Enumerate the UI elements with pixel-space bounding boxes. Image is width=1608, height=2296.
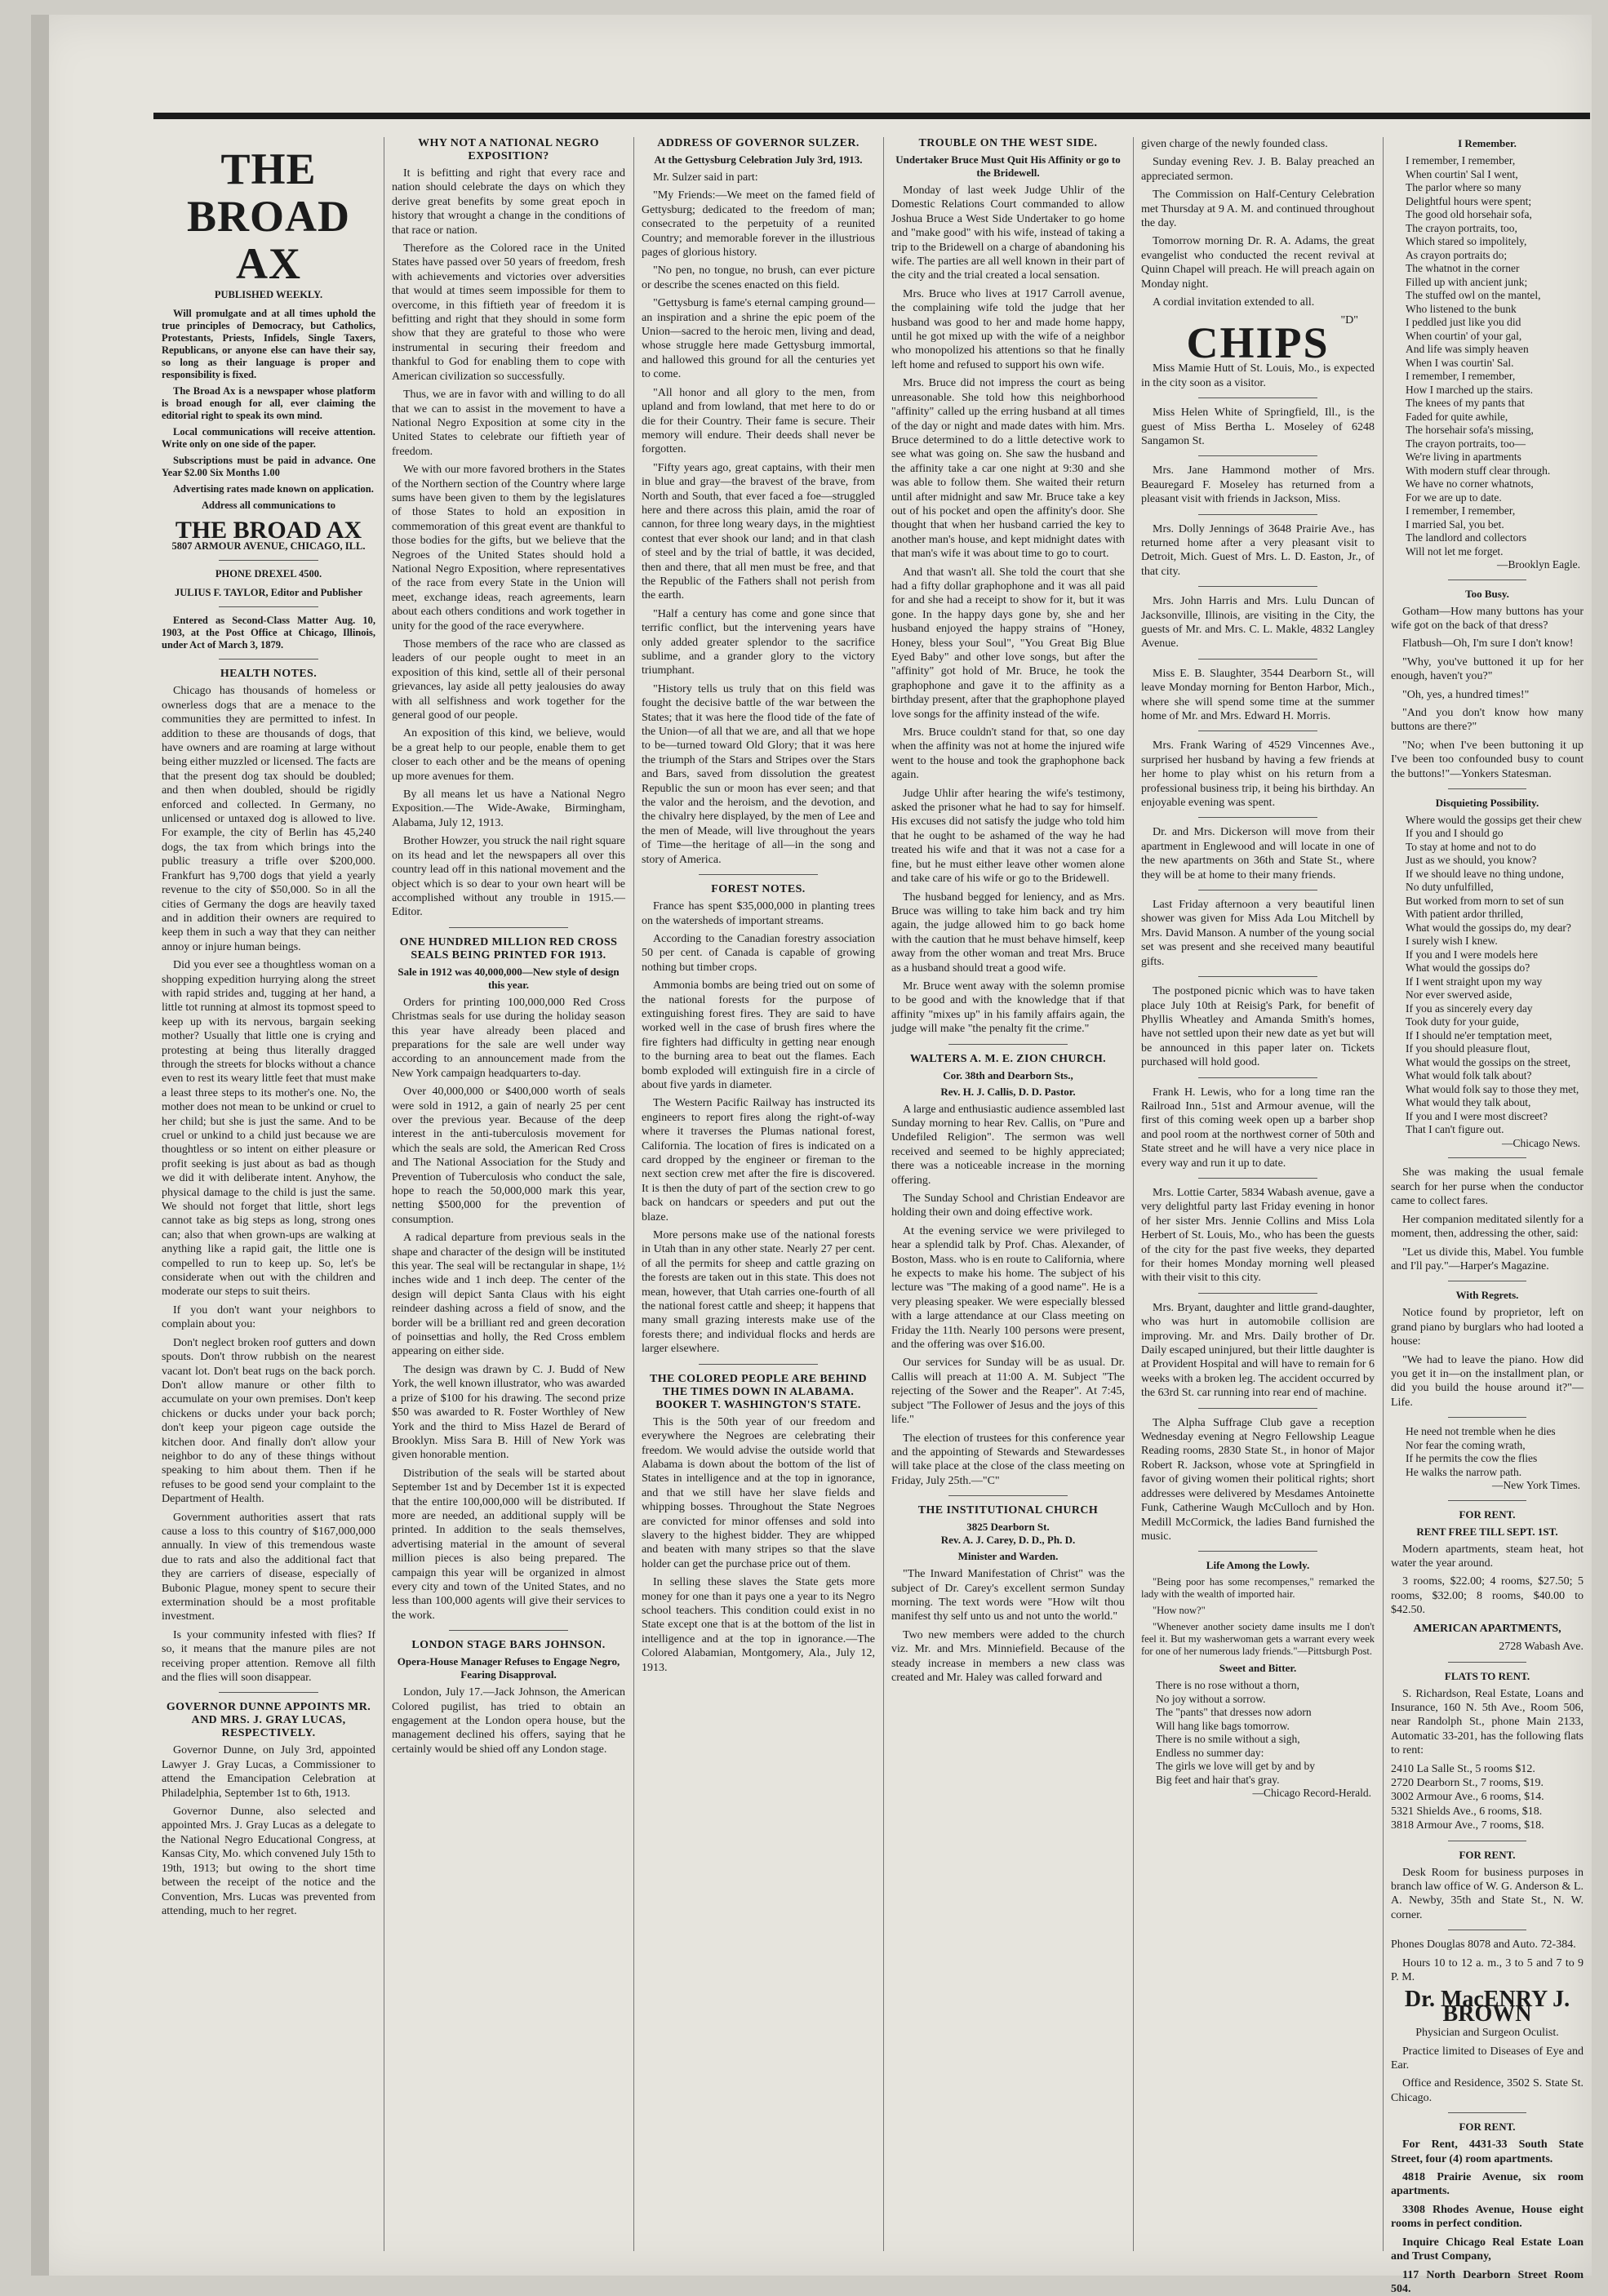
paragraph: And that wasn't all. She told the court that she had a fifty dollar graphophone and it was all paid for and she had a receipt to show for it, but it was gone. In the happy days gone by, she and her husband enjoyed the happy strains of "Honey, Honey, bless your Soul", "You Great Big Blue Eyed Baby" and other love songs, but after the "affinity" got hold of Mr. Bruce, he took the graphophone and gave it to the affinity as a birthday present, after that the graphophone played love songs for the affinity instead of the wife. [891, 566, 1125, 722]
divider [1198, 397, 1317, 398]
paragraph: Mr. Bruce went away with the solemn promise to be good and with the knowledge that if that affinity "mixes up" in his family affairs again, the judge will make "the penalty fit the crime." [891, 979, 1125, 1037]
newspaper-note: The Broad Ax is a newspaper whose platform is broad enough for all, ever claiming the editorial right to speak its own mind. [162, 385, 375, 422]
walters-church-headline: WALTERS A. M. E. ZION CHURCH. [891, 1053, 1125, 1066]
poem-line: But worked from morn to set of sun [1391, 895, 1584, 908]
masthead-editor: JULIUS F. TAYLOR, Editor and Publisher [162, 587, 375, 599]
paragraph: Did you ever see a thoughtless woman on a shopping expedition hurrying along the street with rapid strides and, tugging at her hand, a little tot running at almost its topmost speed to keep up with its nervous, bargain seeking mother? Usually that little one is crying and protesting at being thus literally dragged through the streets for blocks without a chance even to rest its weary little feet that must make a least three steps to its mother's one. No, the mother does not mean to be unkind or cruel to her child; but she is just the same. And to be cruel or unkind to a child just because we are thoughtless or so intent on either pleasure or profit seeking is just about as bad as though we did it with deliberate intent. Anyhow, the physical damage to the child is just the same. We should not forget that little, short legs cannot take as big steps as long, strong ones can; also that when grown-ups are walking at anything like a rapid gait, the little one is compelled to run to keep up. So, let's be considerate when out with the children and moderate our steps to suit theirs. [162, 958, 375, 1299]
poem-line: Just as we should, you know? [1391, 854, 1584, 868]
american-apartments-address: 2728 Wabash Ave. [1391, 1640, 1584, 1654]
paragraph: The Alpha Suffrage Club gave a reception Wednesday evening at Negro Fellowship League Reading rooms, 2830 State St., in honor of Major Robert R. Jackson, whose vote at Springfield in favor of giving women their political rights; short addresses were delivered by Mesdames Antoinette Funk, Catherine Waugh McCulloch and by Hon. Medill McCormick, the ladies Band furnished the music. [1141, 1416, 1375, 1544]
divider [1198, 586, 1317, 587]
masthead-street: 5807 ARMOUR AVENUE, CHICAGO, ILL. [162, 540, 375, 553]
poem-line: If you should pleasure flout, [1391, 1042, 1584, 1056]
poem-line: What would the gossips on the street, [1391, 1056, 1584, 1070]
paragraph: Mrs. Bruce couldn't stand for that, so one day when the affinity was not at home the injured wife went to the house and took the graphophone back again. [891, 726, 1125, 783]
poem-line: The girls we love will get by and by [1141, 1760, 1375, 1774]
paragraph: Inquire Chicago Real Estate Loan and Trust Company, [1391, 2236, 1584, 2264]
sweet-bitter-headline: Sweet and Bitter. [1141, 1662, 1375, 1675]
poem-line: For we are up to date. [1391, 491, 1584, 505]
chips-headline: CHIPS [1141, 336, 1375, 350]
dunne-headline: GOVERNOR DUNNE APPOINTS MR. AND MRS. J. GRAY LUCAS, RESPECTIVELY. [162, 1701, 375, 1740]
disquieting-headline: Disquieting Possibility. [1391, 797, 1584, 810]
column-rule [1133, 137, 1134, 2251]
paragraph: For Rent, 4431-33 South State Street, four (4) room apartments. [1391, 2138, 1584, 2166]
paragraph: Miss E. B. Slaughter, 3544 Dearborn St., will leave Monday morning for Benton Harbor, Mich., where she will spend some time at the summer home of Mr. and Mrs. Edward H. Morris. [1141, 667, 1375, 724]
divider [219, 560, 318, 561]
paragraph: Over 40,000,000 or $400,000 worth of seals were sold in 1912, a gain of nearly 25 per cent over the previous year. Because of the deep interest in the anti-tuberculosis movement for which the seals are sold, the American Red Cross and The National Association for the Study and Prevention of Tuberculosis who conduct the sale, hope to reach the 50,000,000 mark this year, netting $500,000 for the prevention of consumption. [392, 1085, 625, 1227]
poem-line: I peddled just like you did [1391, 316, 1584, 330]
poem-line: We have no corner whatnots, [1391, 477, 1584, 491]
poem-credit: —Chicago Record-Herald. [1141, 1787, 1375, 1801]
divider [219, 1692, 318, 1693]
sulzer-headline: ADDRESS OF GOVERNOR SULZER. [642, 137, 875, 150]
poem-line: The horsehair sofa's missing, [1391, 424, 1584, 437]
poem-line: The landlord and collectors [1391, 531, 1584, 545]
paragraph: If you don't want your neighbors to complain about you: [162, 1303, 375, 1332]
institutional-church-minister: Rev. A. J. Carey, D. D., Ph. D. [891, 1534, 1125, 1547]
entered-note: Entered as Second-Class Matter Aug. 10, 1903, at the Post Office at Chicago, Illinois, under Act of March 3, 1879. [162, 615, 375, 651]
advertising-note: Advertising rates made known on application. [162, 483, 375, 495]
paragraph: Mrs. Bryant, daughter and little grand-daughter, who was hurt in automobile collision are improving. Mr. and Mrs. Daily brother of Dr. Daily escaped uninjured, but their little daughter is at Provident Hospital and will have to remain for 6 weeks with a broken leg. The accident occurred by the 63rd St. car running into rear end of machine. [1141, 1301, 1375, 1401]
remember-headline: I Remember. [1391, 137, 1584, 150]
paragraph: 117 North Dearborn Street Room 504. [1391, 2268, 1584, 2296]
paragraph: A large and enthusiastic audience assembled last Sunday morning to hear Rev. Callis, on "Pure and Undefiled Religion". The sermon was well received and seemed to be highly appreciated; there was a noticeable increase in the morning offering. [891, 1103, 1125, 1188]
paragraph: Her companion meditated silently for a moment, then, addressing the other, said: [1391, 1213, 1584, 1241]
phones: Phones Douglas 8078 and Auto. 72-384. [1391, 1938, 1584, 1952]
divider [1448, 1662, 1526, 1663]
divider [1198, 976, 1317, 977]
institutional-church-title: Minister and Warden. [891, 1550, 1125, 1563]
paragraph: "Why, you've buttoned it up for her enough, haven't you?" [1391, 655, 1584, 684]
paragraph: Governor Dunne, also selected and appointed Mrs. J. Gray Lucas as a delegate to the National Negro Educational Congress, at Kansas City, Mo. which convened July 15th to 19th, 1913; but owing to the short time between the receipt of the notice and the Convention, Mrs. Lucas was prevented from attending, much to her regret. [162, 1805, 375, 1918]
column-6 [1391, 137, 1584, 2251]
paragraph: This is the 50th year of our freedom and everywhere the Negroes are celebrating their freedom. We would advise the outside world that Alabama is down about the bottom of the list of States in intelligence and at the top in ignorance, and that we still have her slave fields and whipping bosses. Throughout the State Negroes are convicted for minor offenses and sold into slavery to the highest bidder. They are whipped and beaten with many stripes so that the slave holder can get the purchase price out of them. [642, 1415, 875, 1571]
poem-line: Big feet and hair that's gray. [1141, 1774, 1375, 1788]
poem-line: The crayon portraits, too— [1391, 437, 1584, 451]
paragraph: Dr. and Mrs. Dickerson will move from their apartment in Englewood and will locate in one of the new apartments on 36th and State St., where they will be at home to their many friends. [1141, 825, 1375, 882]
paragraph: Is your community infested with flies? If so, it means that the manure piles are not receiving proper attention. Remove all filth and the flies will soon disappear. [162, 1628, 375, 1685]
poem-credit: —New York Times. [1391, 1479, 1584, 1493]
poem-line: There is no rose without a thorn, [1141, 1679, 1375, 1693]
divider [948, 1044, 1068, 1045]
paragraph: According to the Canadian forestry association 50 per cent. of Canada is capable of growing nothing but timber crops. [642, 932, 875, 975]
paragraph: Mr. Sulzer said in part: [642, 171, 875, 184]
signature: "D" [1141, 313, 1375, 327]
american-apartments: AMERICAN APARTMENTS, [1391, 1622, 1584, 1636]
paragraph: In selling these slaves the State gets more money for one than it pays one a year to its Negro school teachers. This condition could exist in no State except one that is at the bottom of the list in intelligence and at the top in ignorance.—The Colored Alabamian, Montgomery, Ala., July 12, 1913. [642, 1575, 875, 1675]
paragraph: "The Inward Manifestation of Christ" was the subject of Dr. Carey's excellent sermon Sunday morning. The text words were "How wilt thou manifest thy self unto us and not unto the world." [891, 1567, 1125, 1624]
sweet-bitter-poem [1141, 1679, 1375, 1801]
doctor-headline: Dr. MacENRY J. BROWN [1391, 1992, 1584, 2021]
paragraph: "We had to leave the piano. How did you get it in—on the installment plan, or did you build the house around it?"—Life. [1391, 1353, 1584, 1410]
column-rule [883, 137, 884, 2251]
column-4 [891, 137, 1125, 2251]
poem-line: That I can't figure out. [1391, 1123, 1584, 1137]
poem-line: There is no smile without a sigh, [1141, 1733, 1375, 1747]
divider [1198, 817, 1317, 818]
paragraph: "Being poor has some recompenses," remarked the lady with the wealth of imported hair. [1141, 1576, 1375, 1601]
poem-line: And life was simply heaven [1391, 343, 1584, 357]
list-item: 2410 La Salle St., 5 rooms $12. [1391, 1762, 1584, 1776]
paragraph: Mrs. Frank Waring of 4529 Vincennes Ave., surprised her husband by having a few friends at her home to play whist on his return from a professional business trip, it being his birthday. An enjoyable evening was spent. [1141, 739, 1375, 810]
poem-line: To stay at home and not to do [1391, 841, 1584, 855]
list-item: 3002 Armour Ave., 6 rooms, $14. [1391, 1790, 1584, 1804]
poem-line: I surely wish I knew. [1391, 935, 1584, 948]
poem-line: What would the gossips do? [1391, 961, 1584, 975]
paragraph: Judge Uhlir after hearing the wife's testimony, asked the prisoner what he had to say for himself. His excuses did not satisfy the judge who told him that he ought to be ashamed of the way he had treated his wife and that it was not a case for a fine, but he must either leave other women alone and take care of his wife or go to the Bridewell. [891, 787, 1125, 886]
paragraph: Tomorrow morning Dr. R. A. Adams, the great evangelist who conducted the recent revival at Quinn Chapel will preach. He will preach again on Monday night. [1141, 234, 1375, 291]
regrets-headline: With Regrets. [1391, 1289, 1584, 1302]
poem-line: If you and I should go [1391, 827, 1584, 841]
poem-line: If we should leave no thing undone, [1391, 868, 1584, 882]
poem-line: I married Sal, you bet. [1391, 518, 1584, 532]
disquieting-poem [1391, 814, 1584, 1151]
lowly-headline: Life Among the Lowly. [1141, 1559, 1375, 1572]
red-cross-headline: ONE HUNDRED MILLION RED CROSS SEALS BEING PRINTED FOR 1913. [392, 936, 625, 962]
paragraph: Mrs. Bruce who lives at 1917 Carroll avenue, the complaining wife told the judge that her husband was good to her and made home happy, until he got mixed up with the wife of a neighbor who monopolized his attentions so that he finally left home and refused to support his own wife. [891, 287, 1125, 372]
poem-line: What would the gossips do, my dear? [1391, 922, 1584, 935]
poem-line: Faded for quite awhile, [1391, 411, 1584, 424]
poem-line: The whatnot in the corner [1391, 262, 1584, 276]
poem-line: The knees of my pants that [1391, 397, 1584, 411]
walters-church-pastor: Rev. H. J. Callis, D. D. Pastor. [891, 1086, 1125, 1099]
divider [219, 606, 318, 607]
paragraph: France has spent $35,000,000 in planting trees on the watersheds of important streams. [642, 899, 875, 928]
subscription-rates: Subscriptions must be paid in advance. One Year $2.00 Six Months 1.00 [162, 455, 375, 479]
masthead-phone: PHONE DREXEL 4500. [162, 568, 375, 580]
paragraph: The Commission on Half-Century Celebration met Thursday at 9 A. M. and continued throughout the day. [1141, 188, 1375, 230]
poem-line: He walks the narrow path. [1391, 1466, 1584, 1480]
paragraph: The Sunday School and Christian Endeavor are holding their own and doing effective work. [891, 1192, 1125, 1220]
divider [1448, 1500, 1526, 1501]
paragraph: Therefore as the Colored race in the United States have passed over 50 years of freedom, fresh with achievements and victories over adversities that would at times seem impossible for them to overcome, in this fiftieth year of freedom it is befitting and right that they should in some form show that they are grateful to those who were instrumental in securing their freedom and thankful to God for enabling them to cope with American civilization so successfully. [392, 242, 625, 384]
paragraph: Brother Howzer, you struck the nail right square on its head and let the newspapers all over this country lead off in this national movement and the object which is so dear to your own heart will be accomplished without any trouble in 1915.—Editor. [392, 834, 625, 919]
paragraph: Flatbush—Oh, I'm sure I don't know! [1391, 637, 1584, 651]
paragraph: More persons make use of the national forests in Utah than in any other state. Nearly 27 per cent. of all the permits for sheep and cattle grazing on the forests are taken out in this state. This does not mean, however, that Utah carries one-fourth of all the national forest cattle and sheep; it happens that many small grazing interests make use of the forests there; and individual flocks and herds are larger elsewhere. [642, 1228, 875, 1357]
poem-line: If you as sincerely every day [1391, 1002, 1584, 1016]
paragraph: Thus, we are in favor with and willing to do all that we can to assist in the movement to have a National Negro Exposition at some city in the United States to celebrate our fiftieth year of freedom. [392, 388, 625, 459]
poem-line: What would folk talk about? [1391, 1069, 1584, 1083]
poem-line: The good old horsehair sofa, [1391, 208, 1584, 222]
paragraph: Mrs. Dolly Jennings of 3648 Prairie Ave., has returned home after a very pleasant visit to Detroit, Mich. Guest of Mrs. L. D. Easton, Jr., of that city. [1141, 522, 1375, 580]
paragraph: Frank H. Lewis, who for a long time ran the Railroad Inn., 51st and Armour avenue, will the first of this coming week open up a barber shop and pool room at the northwest corner of 50th and State street and he will have a very nice place in every way and run it up to date. [1141, 1086, 1375, 1170]
poem-line: With modern stuff clear through. [1391, 464, 1584, 478]
paragraph: Miss Helen White of Springfield, Ill., is the guest of Miss Bertha L. Moseley of 6248 Sangamon St. [1141, 406, 1375, 448]
poem-line: I remember, I remember, [1391, 504, 1584, 518]
poem-credit: —Chicago News. [1391, 1137, 1584, 1151]
column-2 [392, 137, 625, 2251]
paragraph: Office and Residence, 3502 S. State St. Chicago. [1391, 2076, 1584, 2105]
paragraph: "My Friends:—We meet on the famed field of Gettysburg; dedicated to the freedom of man; consecrated to the perpetuity of a reunited Country; and memorable forever in the illustrious pages of glorious history. [642, 189, 875, 260]
flats-list [1391, 1762, 1584, 1833]
remember-poem [1391, 154, 1584, 572]
paragraph: Practice limited to Diseases of Eye and Ear. [1391, 2045, 1584, 2073]
communications-note: Local communications will receive attention. Write only on one side of the paper. [162, 426, 375, 451]
divider [1198, 514, 1317, 515]
column-rule [1383, 137, 1384, 2251]
poem-line: If I went straight upon my way [1391, 975, 1584, 989]
walters-church-address: Cor. 38th and Dearborn Sts., [891, 1069, 1125, 1082]
west-side-headline: TROUBLE ON THE WEST SIDE. [891, 137, 1125, 150]
list-item: 5321 Shields Ave., 6 rooms, $18. [1391, 1805, 1584, 1819]
newspaper-page [31, 15, 1592, 2276]
paragraph: Modern apartments, steam heat, hot water the year around. [1391, 1543, 1584, 1571]
divider [1198, 1408, 1317, 1409]
paragraph: S. Richardson, Real Estate, Loans and Insurance, 160 N. 5th Ave., Room 506, near Randolph St., phone Main 2133, Automatic 33-201, has the following flats to rent: [1391, 1687, 1584, 1758]
poem-line: Nor ever swerved aside, [1391, 988, 1584, 1002]
paragraph: "Oh, yes, a hundred times!" [1391, 688, 1584, 702]
poem-line: No duty unfulfilled, [1391, 881, 1584, 895]
poem-line: When courtin' of your gal, [1391, 330, 1584, 344]
paragraph: Two new members were added to the church viz. Mr. and Mrs. Minniefield. Because of the steady increase in members a new class was created and Mr. Haley was called forward and [891, 1628, 1125, 1685]
column-1 [162, 137, 375, 2251]
west-side-subhead: Undertaker Bruce Must Quit His Affinity or go to the Bridewell. [891, 153, 1125, 180]
rent-free-headline: RENT FREE TILL SEPT. 1ST. [1391, 1525, 1584, 1539]
paragraph: An exposition of this kind, we believe, would be a great help to our people, enable them to get closer to each other and be the means of opening up more avenues for them. [392, 726, 625, 784]
paragraph: "Fifty years ago, great captains, with their men in blue and gray—the bravest of the brave, from North and South, that ever faced a foe—struggled here and there across this plain, amid the roar of cannon, for three long weary days, in the mightiest contest that ever shook our land; and in that clash of steel and by the trial of battle, it was decided, then and there, that all men must be free, and that the Republic of the Fathers shall not perish from the earth. [642, 461, 875, 603]
poem-line: How I marched up the stairs. [1391, 384, 1584, 397]
paragraph: Distribution of the seals will be started about September 1st and by December 1st it is expected that the entire 100,000,000 will be distributed. If more are needed, an additional supply will be printed. In addition to the seals themselves, advertising material in the amount of several million pieces is also being prepared. The campaign this year will be organized in almost every city and town of the United States, and no less than 100,000 agents will give their services to the work. [392, 1467, 625, 1623]
poem-line: As crayon portraits do; [1391, 249, 1584, 263]
paragraph: Notice found by proprietor, left on grand piano by burglars who had looted a house: [1391, 1306, 1584, 1348]
poem-credit: —Brooklyn Eagle. [1391, 558, 1584, 572]
divider [1448, 1417, 1526, 1418]
paragraph: Mrs. Jane Hammond mother of Mrs. Beauregard F. Moseley has returned from a pleasant visit with friends in Jackson, Miss. [1141, 464, 1375, 506]
column-5 [1141, 137, 1375, 2251]
binding-gutter [31, 15, 49, 2276]
flats-headline: FLATS TO RENT. [1391, 1670, 1584, 1683]
poem-line: The stuffed owl on the mantel, [1391, 289, 1584, 303]
poem-line: Who listened to the bunk [1391, 303, 1584, 317]
divider [1198, 1178, 1317, 1179]
poem-line: Filled up with ancient junk; [1391, 276, 1584, 290]
paragraph: It is befitting and right that every race and nation should celebrate the days on which they derive great benefits by some great epoch in history that wrought a change in the conditions of that race or nation. [392, 167, 625, 238]
paragraph: "Half a century has come and gone since that terrific conflict, but the intervening years have only added greater splendor to the sacrifice sublime, and a grander glory to the victory triumphant. [642, 607, 875, 678]
paragraph: Sunday evening Rev. J. B. Balay preached an appreciated sermon. [1141, 155, 1375, 184]
poem-line: If you and I were most discreet? [1391, 1110, 1584, 1124]
poem-line: The parlor where so many [1391, 181, 1584, 195]
paragraph: Miss Mamie Hutt of St. Louis, Mo., is expected in the city soon as a visitor. [1141, 362, 1375, 390]
paragraph: "Whenever another society dame insults me I don't feel it. But my washerwoman gets a warrant every week for one of her numerous lady friends."—Pittsburgh Post. [1141, 1621, 1375, 1658]
paragraph: "And you don't know how many buttons are there?" [1391, 706, 1584, 735]
paragraph: "All honor and all glory to the men, from upland and from lowland, that met here to do or die for their Country. Their fame is secure. Their memory will endure. Their deeds shall never be forgotten. [642, 386, 875, 457]
editorial-policy: Will promulgate and at all times uphold the true principles of Democracy, but Catholics, Protestants, Priests, Infidels, Single Taxers, Republicans, or anyone else can have their say, so long as their language is proper and responsibility is fixed. [162, 308, 375, 381]
paragraph: Desk Room for business purposes in branch law office of W. G. Anderson & L. A. Newby, 35th and State St., N. W. corner. [1391, 1866, 1584, 1923]
poem-line: No joy without a sorrow. [1141, 1693, 1375, 1707]
forest-headline: FOREST NOTES. [642, 883, 875, 896]
paragraph: She was making the usual female search for her purse when the conductor came to collect fares. [1391, 1166, 1584, 1208]
published-weekly: PUBLISHED WEEKLY. [162, 289, 375, 301]
divider [449, 1630, 568, 1631]
poem-line: What would they talk about, [1391, 1096, 1584, 1110]
paragraph: At the evening service we were privileged to hear a splendid talk by Prof. Chas. Alexander, of Boston, Mass. who is en route to California, where he expects to make his home. The subject of his lecture was "The making of a good name". He is a very pleasing speaker. We were especially blessed with a large attendance at our Class meeting on Friday the 11th. Nearly 100 persons were present, and the offering was over $16.00. [891, 1224, 1125, 1352]
divider [699, 874, 818, 875]
paragraph: Government authorities assert that rats cause a loss to this country of $167,000,000 annually. In view of this tremendous waste due to rats and also the additional fact that they are carriers of disease, especially of Bubonic Plague, money spent to secure their extermination should be a most profitable investment. [162, 1511, 375, 1624]
paragraph: A radical departure from previous seals in the shape and character of the design will be instituted this year. The seal will be rectangular in shape, 1½ inches wide and 1 inch deep. The center of the design will depict Santa Claus with his eight reindeer dashing across a field of snow, and the border will be a brilliant red and green decoration of poinsettias and holly, the Red Cross emblem appearing on either side. [392, 1231, 625, 1359]
paragraph: "No; when I've been buttoning it up I've been too confounded busy to count the buttons!"—Yonkers Statesman. [1391, 739, 1584, 781]
divider [1448, 788, 1526, 789]
paragraph: Governor Dunne, on July 3rd, appointed Lawyer J. Gray Lucas, a Commissioner to attend the Emancipation Celebration at Philadelphia, September 1st to 6th, 1913. [162, 1743, 375, 1801]
exposition-headline: WHY NOT A NATIONAL NEGRO EXPOSITION? [392, 137, 625, 163]
alabama-headline: THE COLORED PEOPLE ARE BEHIND THE TIMES DOWN IN ALABAMA. BOOKER T. WASHINGTON'S STATE. [642, 1373, 875, 1412]
poem-line: I remember, I remember, [1391, 154, 1584, 168]
paragraph: Mrs. John Harris and Mrs. Lulu Duncan of Jacksonville, Illinois, are visiting in the City, the guests of Mr. and Mrs. C. L. Makle, 4832 Langley Avenue. [1141, 594, 1375, 651]
poem-line: The "pants" that dresses now adorn [1141, 1706, 1375, 1720]
paragraph: We with our more favored brothers in the States of the Northern section of the Country where large sums have been given to them by the legislatures of those States to hold an exposition in commemoration of this great event are thankful to those bodies for the gifts, but we believe that the Negroes of the United States should hold a National Negro Exposition, where representatives of the race from every State in the Union will meet, exchange ideas, reach agreements, learn about each others conditions and work together in unity for the good of the race everywhere. [392, 463, 625, 633]
paragraph: The postponed picnic which was to have taken place July 10th at Reisig's Park, for benefit of Phyllis Wheatley and Amanda Smith's homes, have not settled upon their new date as yet but will be announced in this paper later on. Tickets purchased will hold good. [1141, 984, 1375, 1069]
masthead-title-small: THE BROAD AX [162, 523, 375, 537]
divider [1448, 1157, 1526, 1158]
masthead-rule [153, 113, 1590, 119]
institutional-church-address: 3825 Dearborn St. [891, 1521, 1125, 1534]
paragraph: Last Friday afternoon a very beautiful linen shower was given for Miss Ada Lou Mitchell by Mrs. David Manson. A number of the young social set was present and she received many beautiful gifts. [1141, 898, 1375, 969]
poem-line: If he permits the cow the flies [1391, 1452, 1584, 1466]
sulzer-subhead: At the Gettysburg Celebration July 3rd, 1913. [642, 153, 875, 167]
poem-line: Endless no summer day: [1141, 1747, 1375, 1761]
paragraph: By all means let us have a National Negro Exposition.—The Wide-Awake, Birmingham, Alabama, July 12, 1913. [392, 788, 625, 830]
paragraph: Don't neglect broken roof gutters and down spouts. Don't throw rubbish on the nearest vacant lot. Don't beat rugs on the back porch. Don't allow manure or other filth to accumulate on your own premises. Don't keep chickens or ducks under your back porch; don't keep your pigeon cage outside the kitchen door. And finally don't allow your neighbor to do any of these things without speaking to him about them. Then if he refuses to be good send your complaint to the Department of Health. [162, 1336, 375, 1507]
paragraph: The Western Pacific Railway has instructed its engineers to report fires along the right-of-way where it traverses the Plumas national forest, California. The location of fires is indicated on a card dropped by the engineer or fireman to the next section crew met after the fire is discovered. It is then the duty of part of the section crew to go back on handcars or speeders and put out the blaze. [642, 1096, 875, 1224]
paragraph: given charge of the newly founded class. [1141, 137, 1375, 151]
poem-line: With patient ardor thrilled, [1391, 908, 1584, 922]
poem-line: Will not let me forget. [1391, 545, 1584, 559]
paragraph: The design was drawn by C. J. Budd of New York, the well known illustrator, who was awarded a prize of $100 for his drawing. The second prize $50 was awarded to R. Foster Worthley of New York and the third to Miss Hazel de Berard of Brooklyn. Miss Sara B. Hill of New York was given honorable mention. [392, 1363, 625, 1463]
paragraph: "How now?" [1141, 1605, 1375, 1617]
for-rent-headline: FOR RENT. [1391, 2121, 1584, 2134]
doctor-title: Physician and Surgeon Oculist. [1391, 2026, 1584, 2040]
poem-line: When I was courtin' Sal. [1391, 357, 1584, 371]
poem-line: I remember, I remember, [1391, 370, 1584, 384]
masthead-title: THE BROAD AX [162, 145, 375, 287]
poem-line: What would folk say to those they met, [1391, 1083, 1584, 1097]
poem-line: Nor fear the coming wrath, [1391, 1439, 1584, 1453]
divider [1198, 1077, 1317, 1078]
paragraph: Chicago has thousands of homeless or ownerless dogs that are a menace to the communities they are permitted to infest. In addition to these are thousands of dogs, that have owners and are roaming at large without being either muzzled or licensed. The facts are that the present dog tax should be doubled; and then when doubled, should be rigidly enforced and collected. In Germany, no unlicensed or untaxed dog is allowed to live. For example, the city of Berlin has 45,240 dogs, the tax from which brings into the public treasury a trifle over $200,000. Frankfurt has 9,700 dogs that yield a yearly revenue to the city of $50,000. So in all the cities of Germany the dogs are heavily taxed and in addition their owners are required to keep them in such a way that they can neither annoy or injure human beings. [162, 684, 375, 954]
tremble-poem [1391, 1425, 1584, 1493]
divider [1448, 2112, 1526, 2113]
divider [449, 927, 568, 928]
paragraph: 4818 Prairie Avenue, six room apartments. [1391, 2170, 1584, 2199]
poem-line: Which stared so impolitely, [1391, 235, 1584, 249]
divider [948, 1495, 1068, 1496]
poem-line: Where would the gossips get their chew [1391, 814, 1584, 828]
paragraph: Monday of last week Judge Uhlir of the Domestic Relations Court commanded to allow Joshua Bruce a West Side Undertaker to go home and "make good" with his wife, instead of taking a trip to the Bridewell on a charge of abandoning his wife. The parties are all well known in their part of the city and the trial created a local sensation. [891, 184, 1125, 283]
paragraph: "No pen, no tongue, no brush, can ever picture or describe the scenes enacted on this field. [642, 264, 875, 292]
poem-line: Will hang like bags tomorrow. [1141, 1720, 1375, 1734]
list-item: 2720 Dearborn St., 7 rooms, $19. [1391, 1776, 1584, 1790]
paragraph: Gotham—How many buttons has your wife got on the back of that dress? [1391, 605, 1584, 633]
divider [699, 1364, 818, 1365]
column-3 [642, 137, 875, 2251]
poem-line: Delightful hours were spent; [1391, 195, 1584, 209]
paragraph: The election of trustees for this conference year and the appointing of Stewards and Stewardesses will take place at the close of the class meeting on Friday, July 25th.—"C" [891, 1432, 1125, 1489]
johnson-subhead: Opera-House Manager Refuses to Engage Negro, Fearing Disapproval. [392, 1655, 625, 1681]
too-busy-headline: Too Busy. [1391, 588, 1584, 601]
paragraph: London, July 17.—Jack Johnson, the American Colored pugilist, has tried to obtain an engagement at the London opera house, but the management declined his offers, saying that he certainly would be shied off any London stage. [392, 1685, 625, 1756]
paragraph: Mrs. Lottie Carter, 5834 Wabash avenue, gave a very delightful party last Friday evening in honor of her sister Mrs. Jennie Collins and Miss Lola Herbert of St. Louis, Mo., who has been the guests of the city for the past five weeks, they departed for their homes Monday morning well pleased with their visit to this city. [1141, 1186, 1375, 1286]
paragraph: 3308 Rhodes Avenue, House eight rooms in perfect condition. [1391, 2203, 1584, 2232]
poem-line: He need not tremble when he dies [1391, 1425, 1584, 1439]
paragraph: "Let us divide this, Mabel. You fumble and I'll pay."—Harper's Magazine. [1391, 1246, 1584, 1274]
column-rule [633, 137, 634, 2251]
paragraph: "History tells us truly that on this field was fought the decisive battle of the war between the States; that it was here the flood tide of the fate of the Union—of all that we are, and all that we hope to be—turned toward Old Glory; that it was here the triumph of the Stars and Stripes over the Stars and Bars, saved from dissolution the greatest Republic the sun or moon has ever seen; and that the valor and the heroism, and the devotion, and the chivalry here displayed, by the men of Lee and the men of Meade, will live throughout the years of Time—the heritage of all—in the song and story of America. [642, 682, 875, 867]
poem-line: If I should ne'er temptation meet, [1391, 1029, 1584, 1043]
for-rent-headline: FOR RENT. [1391, 1508, 1584, 1521]
poem-line: Took duty for your guide, [1391, 1015, 1584, 1029]
divider [1198, 1551, 1317, 1552]
red-cross-subhead: Sale in 1912 was 40,000,000—New style of design this year. [392, 966, 625, 992]
paragraph: The husband begged for leniency, and as Mrs. Bruce was willing to take him back and try him again, the judge allowed him to go back home with the caution that he must behave himself, keep away from the other woman and treat Mrs. Bruce as a husband should treat a good wife. [891, 890, 1125, 975]
paragraph: Mrs. Bruce did not impress the court as being unreasonable. She told how this neighborhood "affinity" called up the erring husband at all times of the day or night and made dates with him. Mrs. Bruce determined to do a little detective work to see what was going on. She saw the husband and the affinity take a car one night at 9:30 and she was able to follow them. She waited their return until after midnight and saw Mr. Bruce take a key out of his pocket and open the affinity's door. She thought that when her husband carried the key to another man's house, and kept midnight dates with that man's wife it was about time to go to court. [891, 376, 1125, 561]
poem-line: We're living in apartments [1391, 451, 1584, 464]
address-note: Address all communications to [162, 500, 375, 512]
paragraph: 3 rooms, $22.00; 4 rooms, $27.50; 5 rooms, $32.00; 8 rooms, $40.00 to $42.50. [1391, 1574, 1584, 1617]
hours: Hours 10 to 12 a. m., 3 to 5 and 7 to 9 P. M. [1391, 1956, 1584, 1985]
health-notes-headline: HEALTH NOTES. [162, 668, 375, 681]
paragraph: Orders for printing 100,000,000 Red Cross Christmas seals for use during the holiday season this year have already been placed and preparations for the sale are well under way according to an announcement made from the New York campaign headquarters to-day. [392, 996, 625, 1081]
divider [1198, 455, 1317, 456]
poem-line: If you and I were models here [1391, 948, 1584, 962]
paragraph: Our services for Sunday will be as usual. Dr. Callis will preach at 11:00 A. M. Subject "The rejecting of the Sower and the Reaper". At 7:45, subject "The Follower of Jesus and the joys of this life." [891, 1356, 1125, 1427]
for-rent-headline: FOR RENT. [1391, 1849, 1584, 1862]
divider [1198, 1293, 1317, 1294]
paragraph: Those members of the race who are classed as leaders of our people ought to meet in an exposition of this kind, settle all of their personal grievances, lay aside all petty jealousies do away with all selfishness and work together for the general good of our people. [392, 637, 625, 722]
poem-line: When courtin' Sal I went, [1391, 168, 1584, 182]
paragraph: Ammonia bombs are being tried out on some of the national forests for the purpose of extinguishing forest fires. They are said to have worked well in the case of brush fires where the fire fighters had difficulty in getting near enough to the burning area to beat out the flames. Each bomb exploded will extinguish fire in a circle of about five yards in diameter. [642, 979, 875, 1092]
institutional-church-headline: THE INSTITUTIONAL CHURCH [891, 1504, 1125, 1517]
johnson-headline: LONDON STAGE BARS JOHNSON. [392, 1639, 625, 1652]
paragraph: A cordial invitation extended to all. [1141, 295, 1375, 309]
list-item: 3818 Armour Ave., 7 rooms, $18. [1391, 1819, 1584, 1832]
poem-line: The crayon portraits, too, [1391, 222, 1584, 236]
paragraph: "Gettysburg is fame's eternal camping ground—an inspiration and a shrine the epic poem of the Union—sacred to the heroic men, living and dead, whose struggle here made Gettysburg immortal, and hallowed this ground for all the centuries yet to come. [642, 296, 875, 381]
